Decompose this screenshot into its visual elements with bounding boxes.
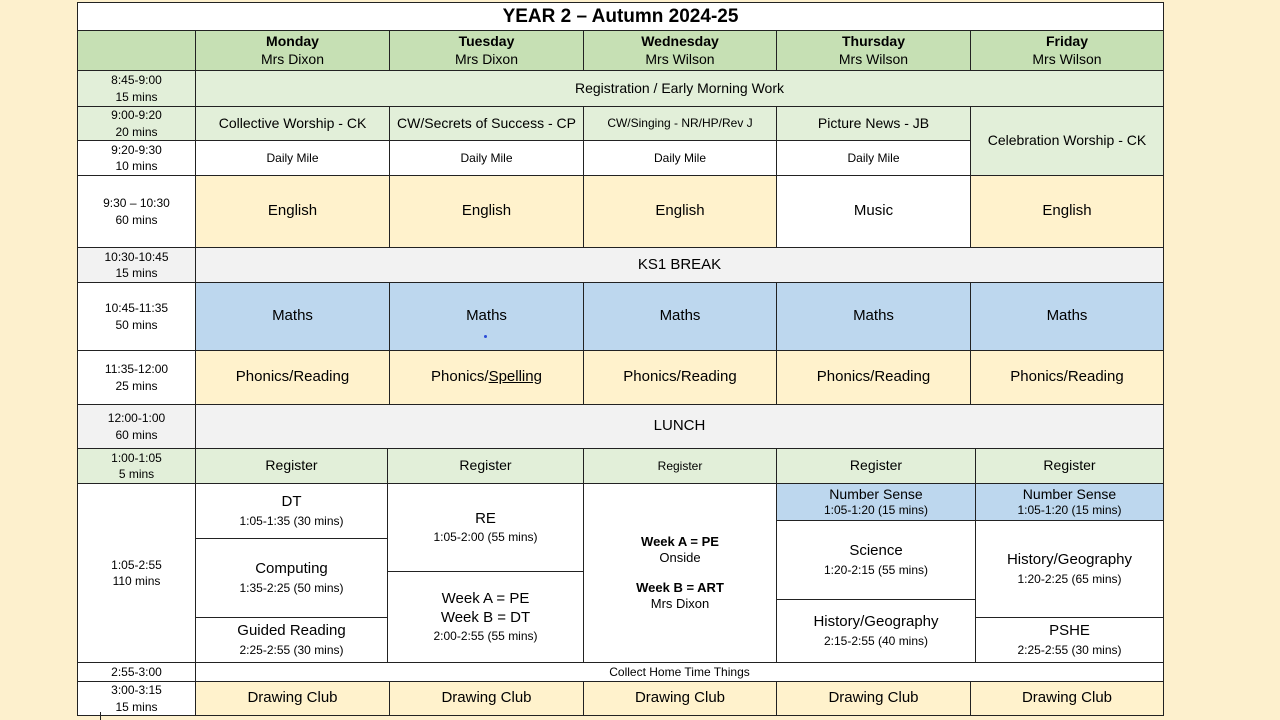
lesson-pshe-friday: [975, 617, 1164, 663]
lesson-number-sense-thursday: [776, 483, 976, 521]
register-monday: Register: [195, 448, 388, 484]
time-slot: [77, 175, 196, 248]
phonics-wednesday: Phonics/Reading: [583, 350, 777, 405]
daily-mile-thursday: Daily Mile: [776, 140, 971, 176]
time-range: 2:55-3:00: [111, 664, 162, 679]
day-header-friday: [970, 30, 1164, 71]
time-duration: 50 mins: [115, 317, 158, 332]
lesson-time: 2:25-2:55 (30 mins): [239, 642, 344, 657]
lesson-subject: DT: [281, 493, 302, 511]
time-slot: [77, 681, 196, 716]
lesson-number-sense-friday: [975, 483, 1164, 521]
maths-monday: Maths: [195, 282, 390, 351]
lesson-subject: PSHE: [1049, 622, 1090, 640]
lesson-re-tuesday: [387, 483, 584, 572]
lesson-time: 1:20-2:25 (65 mins): [1017, 571, 1122, 586]
time-slot: [77, 662, 196, 682]
english-wednesday: English: [583, 175, 777, 248]
lesson-week-b: Week B = DT: [440, 608, 531, 626]
lesson-time: 1:05-1:35 (30 mins): [239, 513, 344, 528]
lesson-history-geography-friday: [975, 520, 1164, 618]
time-slot: [77, 483, 196, 663]
time-duration: 15 mins: [115, 699, 158, 714]
drawing-club-monday: Drawing Club: [195, 681, 390, 716]
lunch-block: LUNCH: [195, 404, 1164, 449]
english-monday: English: [195, 175, 390, 248]
registration-block: Registration / Early Morning Work: [195, 70, 1164, 107]
time-range: 11:35-12:00: [104, 362, 169, 377]
phonics-friday: Phonics/Reading: [970, 350, 1164, 405]
time-duration: 110 mins: [112, 574, 161, 588]
lesson-subject: History/Geography: [813, 613, 939, 631]
teacher-name: Mrs Wilson: [645, 50, 715, 67]
maths-wednesday: Maths: [583, 282, 777, 351]
page-edge-mark: [100, 712, 101, 720]
teacher-name: Mrs Wilson: [838, 50, 909, 67]
lesson-history-geography-thursday: [776, 599, 976, 663]
day-name: Friday: [1045, 33, 1088, 49]
day-name: Monday: [266, 33, 319, 49]
worship-friday: Celebration Worship - CK: [970, 106, 1164, 176]
time-duration: 15 mins: [115, 89, 158, 104]
break-block: KS1 BREAK: [195, 247, 1164, 283]
lesson-subject: RE: [475, 509, 496, 527]
time-range: 10:45-11:35: [104, 301, 169, 316]
drawing-club-thursday: Drawing Club: [776, 681, 971, 716]
time-range: 12:00-1:00: [107, 411, 166, 426]
worship-monday: Collective Worship - CK: [195, 106, 390, 141]
time-duration: 60 mins: [115, 212, 158, 227]
day-name: Tuesday: [458, 33, 515, 49]
time-duration: 15 mins: [115, 266, 158, 280]
english-friday: English: [970, 175, 1164, 248]
english-tuesday: English: [389, 175, 584, 248]
lesson-computing-monday: [195, 538, 388, 618]
day-name: Wednesday: [641, 33, 719, 49]
lesson-week-a: Week A = PE: [441, 589, 530, 607]
lesson-subject: History/Geography: [1006, 551, 1133, 569]
lesson-subject: Number Sense: [829, 485, 923, 502]
time-range: 8:45-9:00: [111, 73, 162, 88]
teacher-name: Mrs Wilson: [1032, 50, 1102, 67]
time-duration: 10 mins: [115, 159, 158, 173]
register-tuesday: Register: [387, 448, 584, 484]
lesson-guided-reading-monday: [195, 617, 388, 663]
daily-mile-monday: Daily Mile: [195, 140, 390, 176]
drawing-club-wednesday: Drawing Club: [583, 681, 777, 716]
lesson-week-b-detail: Mrs Dixon: [650, 596, 710, 612]
time-slot: [77, 404, 196, 449]
lesson-week-a-detail: Onside: [659, 549, 701, 565]
day-header-thursday: [776, 30, 971, 71]
spelling-label: Spelling: [488, 368, 542, 386]
music-thursday: Music: [776, 175, 971, 248]
lesson-subject: Number Sense: [1022, 485, 1117, 502]
time-range: 3:00-3:15: [111, 683, 162, 698]
lesson-time: 1:20-2:15 (55 mins): [823, 562, 929, 577]
time-slot: [77, 70, 196, 107]
lesson-dt-monday: [195, 483, 388, 539]
time-duration: 5 mins: [118, 467, 155, 481]
time-slot: [77, 106, 196, 141]
worship-thursday: Picture News - JB: [776, 106, 971, 141]
worship-wednesday: CW/Singing - NR/HP/Rev J: [583, 106, 777, 141]
header-corner: [77, 30, 196, 71]
lesson-time: 1:05-1:20 (15 mins): [1017, 503, 1122, 518]
day-name: Thursday: [841, 33, 905, 49]
home-time-block: Collect Home Time Things: [195, 662, 1164, 682]
time-duration: 60 mins: [115, 427, 158, 442]
daily-mile-tuesday: Daily Mile: [389, 140, 584, 176]
phonics-label: Phonics/: [431, 368, 489, 386]
lesson-time: 1:05-1:20 (15 mins): [823, 503, 929, 518]
lesson-time: 2:00-2:55 (55 mins): [433, 629, 538, 644]
time-slot: [77, 448, 196, 484]
time-range: 9:00-9:20: [111, 108, 162, 123]
time-range: 1:00-1:05: [111, 450, 162, 465]
day-header-tuesday: [389, 30, 584, 71]
lesson-subject: Science: [849, 542, 903, 560]
lesson-science-thursday: [776, 520, 976, 600]
drawing-club-friday: Drawing Club: [970, 681, 1164, 716]
lesson-week-a: Week A = PE: [641, 533, 719, 549]
lesson-time: 1:05-2:00 (55 mins): [433, 530, 538, 545]
time-range: 9:30 – 10:30: [103, 196, 170, 211]
register-thursday: Register: [776, 448, 976, 484]
maths-thursday: Maths: [776, 282, 971, 351]
time-range: 1:05-2:55: [111, 557, 162, 572]
worship-tuesday: CW/Secrets of Success - CP: [389, 106, 584, 141]
lesson-time: 1:35-2:25 (50 mins): [239, 580, 344, 595]
phonics-thursday: Phonics/Reading: [776, 350, 971, 405]
maths-tuesday: Maths: [389, 282, 584, 351]
time-slot: [77, 350, 196, 405]
day-header-wednesday: [583, 30, 777, 71]
time-range: 10:30-10:45: [104, 249, 169, 264]
drawing-club-tuesday: Drawing Club: [389, 681, 584, 716]
phonics-monday: Phonics/Reading: [195, 350, 390, 405]
time-duration: 25 mins: [115, 378, 158, 393]
lesson-pe-dt-tuesday: [387, 571, 584, 663]
day-header-monday: [195, 30, 390, 71]
time-duration: 20 mins: [115, 124, 158, 139]
time-range: 9:20-9:30: [111, 142, 162, 157]
phonics-tuesday: [389, 350, 584, 405]
time-slot: [77, 247, 196, 283]
daily-mile-wednesday: Daily Mile: [583, 140, 777, 176]
teacher-name: Mrs Dixon: [454, 50, 518, 67]
time-slot: [77, 140, 196, 176]
lesson-pe-art-wednesday: [583, 483, 777, 663]
lesson-subject: Computing: [255, 560, 328, 578]
lesson-subject: Guided Reading: [237, 622, 346, 640]
lesson-time: 2:25-2:55 (30 mins): [1017, 642, 1122, 657]
time-slot: [77, 282, 196, 351]
lesson-time: 2:15-2:55 (40 mins): [823, 633, 929, 648]
stray-dot: [484, 335, 487, 338]
maths-friday: Maths: [970, 282, 1164, 351]
register-wednesday: Register: [583, 448, 777, 484]
timetable-title: YEAR 2 – Autumn 2024-25: [77, 2, 1164, 31]
register-friday: Register: [975, 448, 1164, 484]
lesson-week-b: Week B = ART: [636, 580, 724, 595]
teacher-name: Mrs Dixon: [260, 50, 324, 67]
